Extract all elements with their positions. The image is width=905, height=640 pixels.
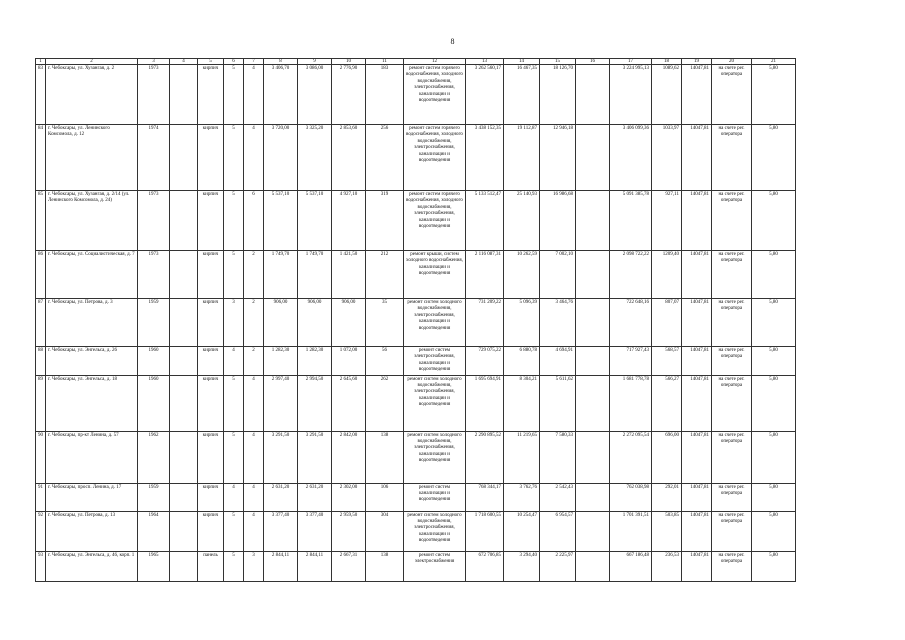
cost-limit-cell: 3 464,76 (540, 299, 576, 347)
floors-cell: 5 (224, 65, 244, 125)
work-types-cell: ремонт систем горячего водоснабжения, холодного водоснабжения, электроснабжения, канализации и водоотведения (404, 65, 466, 125)
column-17-cost-cell: 2 098 722,22 (610, 251, 652, 299)
entrances-cell: 2 (244, 347, 264, 376)
column-21-cell: 5,80 (752, 299, 796, 347)
column-number-17: 17 (610, 59, 652, 65)
address-cell: г. Чебоксары, ул. Энгельса, д. 46, корп. 1 (46, 551, 138, 581)
address-cell: г. Чебоксары, ул. Хузангая, д. 2/14 (ул. Ленинского Комсомола, д. 24) (46, 191, 138, 251)
row-number-cell: 83 (36, 65, 46, 125)
column-number-11: 11 (366, 59, 404, 65)
column-4-cell (170, 299, 198, 347)
row-number-cell: 86 (36, 251, 46, 299)
wall-material-cell: кирпич (198, 125, 224, 191)
funding-source-cell: на счете рег. оператора (712, 551, 752, 581)
floors-cell: 5 (224, 431, 244, 483)
table-container (35, 58, 795, 582)
column-number-8: 8 (264, 59, 298, 65)
column-number-13: 13 (466, 59, 504, 65)
residential-area-cell: 906,00 (332, 299, 366, 347)
entrances-cell: 4 (244, 511, 264, 551)
column-18-cell: 807,07 (652, 299, 682, 347)
table-row (36, 483, 796, 511)
residential-area-cell: 1 072,00 (332, 347, 366, 376)
residential-area-cell: 2 853,60 (332, 125, 366, 191)
residential-area-cell: 2 776,90 (332, 65, 366, 125)
column-number-9: 9 (298, 59, 332, 65)
table-row (36, 251, 796, 299)
work-types-cell: ремонт систем горячего водоснабжения, холодного водоснабжения, электроснабжения, канализации и водоотведения (404, 125, 466, 191)
row-number-cell: 89 (36, 375, 46, 431)
work-types-cell: ремонт систем электроснабжения, канализации и водоотведения (404, 347, 466, 376)
year-cell: 1974 (138, 125, 170, 191)
living-area-cell: 3 291,50 (298, 431, 332, 483)
funding-source-cell: на счете рег. оператора (712, 375, 752, 431)
column-4-cell (170, 511, 198, 551)
total-area-cell: 3 291,50 (264, 431, 298, 483)
column-number-16: 16 (576, 59, 610, 65)
cost-per-m2-cell: 3 762,76 (504, 483, 540, 511)
column-number-6: 6 (224, 59, 244, 65)
column-4-cell (170, 375, 198, 431)
column-21-cell: 5,80 (752, 191, 796, 251)
cost-limit-cell: 18 126,70 (540, 65, 576, 125)
column-21-cell: 5,80 (752, 347, 796, 376)
cost-per-m2-cell: 16 467,35 (504, 65, 540, 125)
wall-material-cell: кирпич (198, 299, 224, 347)
wall-material-cell: кирпич (198, 511, 224, 551)
residents-cell: 256 (366, 125, 404, 191)
wall-material-cell: кирпич (198, 65, 224, 125)
cost-per-m2-cell: 25 140,93 (504, 191, 540, 251)
floors-cell: 5 (224, 125, 244, 191)
column-19-cell: 14047,81 (682, 125, 712, 191)
cost-per-m2-cell: 3 294,40 (504, 551, 540, 581)
funding-source-cell: на счете рег. оператора (712, 65, 752, 125)
column-number-2: 2 (46, 59, 138, 65)
column-21-cell: 5,80 (752, 125, 796, 191)
entrances-cell: 6 (244, 191, 264, 251)
funding-source-cell: на счете рег. оператора (712, 299, 752, 347)
table-row (36, 551, 796, 581)
total-area-cell: 3 406,70 (264, 65, 298, 125)
total-area-cell: 906,00 (264, 299, 298, 347)
work-types-cell: ремонт систем холодного водоснабжения, электроснабжения, канализации и водоотведения (404, 375, 466, 431)
column-18-cell: 292,01 (652, 483, 682, 511)
column-16-cell (576, 431, 610, 483)
column-19-cell: 14047,81 (682, 191, 712, 251)
wall-material-cell: кирпич (198, 431, 224, 483)
column-17-cost-cell: 1 701 391,51 (610, 511, 652, 551)
column-number-15: 15 (540, 59, 576, 65)
column-number-10: 10 (332, 59, 366, 65)
residents-cell: 183 (366, 65, 404, 125)
residents-cell: 106 (366, 483, 404, 511)
column-number-4: 4 (170, 59, 198, 65)
work-types-cell: ремонт систем электроснабжения (404, 551, 466, 581)
column-21-cell: 5,80 (752, 65, 796, 125)
column-17-cost-cell: 667 186,48 (610, 551, 652, 581)
column-19-cell: 14047,81 (682, 511, 712, 551)
table-row (36, 191, 796, 251)
living-area-cell: 1 749,70 (298, 251, 332, 299)
floors-cell: 5 (224, 191, 244, 251)
wall-material-cell: кирпич (198, 251, 224, 299)
entrances-cell: 4 (244, 375, 264, 431)
column-17-cost-cell: 762 038,98 (610, 483, 652, 511)
column-4-cell (170, 125, 198, 191)
column-16-cell (576, 347, 610, 376)
living-area-cell: 5 537,10 (298, 191, 332, 251)
column-number-7: 7 (244, 59, 264, 65)
column-21-cell: 5,80 (752, 375, 796, 431)
table-row (36, 299, 796, 347)
total-cost-cell: 768 344,17 (466, 483, 504, 511)
floors-cell: 5 (224, 375, 244, 431)
total-cost-cell: 729 075,22 (466, 347, 504, 376)
wall-material-cell: кирпич (198, 375, 224, 431)
living-area-cell: 906,00 (298, 299, 332, 347)
column-19-cell: 14047,81 (682, 375, 712, 431)
row-number-cell: 91 (36, 483, 46, 511)
cost-limit-cell: 2 225,97 (540, 551, 576, 581)
residential-area-cell: 2 645,60 (332, 375, 366, 431)
entrances-cell: 2 (244, 251, 264, 299)
address-cell: г. Чебоксары, ул. Энгельса, д. 26 (46, 347, 138, 376)
row-number-cell: 92 (36, 511, 46, 551)
column-16-cell (576, 65, 610, 125)
total-area-cell: 3 377,40 (264, 511, 298, 551)
column-19-cell: 14047,81 (682, 347, 712, 376)
year-cell: 1962 (138, 431, 170, 483)
funding-source-cell: на счете рег. оператора (712, 511, 752, 551)
address-cell: г. Чебоксары, ул. Хузангая, д. 2 (46, 65, 138, 125)
column-4-cell (170, 483, 198, 511)
column-number-3: 3 (138, 59, 170, 65)
column-18-cell: 566,27 (652, 375, 682, 431)
cost-per-m2-cell: 11 219,65 (504, 431, 540, 483)
column-16-cell (576, 191, 610, 251)
funding-source-cell: на счете рег. оператора (712, 483, 752, 511)
residents-cell: 138 (366, 431, 404, 483)
total-cost-cell: 2 290 895,52 (466, 431, 504, 483)
residents-cell: 262 (366, 375, 404, 431)
residents-cell: 304 (366, 511, 404, 551)
cost-limit-cell: 12 946,18 (540, 125, 576, 191)
total-cost-cell: 5 133 512,47 (466, 191, 504, 251)
floors-cell: 4 (224, 347, 244, 376)
residents-cell: 56 (366, 347, 404, 376)
table-row (36, 125, 796, 191)
column-17-cost-cell: 5 091 385,78 (610, 191, 652, 251)
total-cost-cell: 3 262 560,17 (466, 65, 504, 125)
floors-cell: 3 (224, 299, 244, 347)
table-row (36, 375, 796, 431)
table-row (36, 347, 796, 376)
column-17-cost-cell: 1 681 778,78 (610, 375, 652, 431)
residential-area-cell: 2 959,50 (332, 511, 366, 551)
cost-per-m2-cell: 8 304,21 (504, 375, 540, 431)
year-cell: 1960 (138, 347, 170, 376)
year-cell: 1973 (138, 191, 170, 251)
total-cost-cell: 2 116 087,31 (466, 251, 504, 299)
column-16-cell (576, 551, 610, 581)
funding-source-cell: на счете рег. оператора (712, 125, 752, 191)
cost-limit-cell: 7 580,33 (540, 431, 576, 483)
column-16-cell (576, 511, 610, 551)
wall-material-cell: кирпич (198, 191, 224, 251)
floors-cell: 5 (224, 551, 244, 581)
column-number-19: 19 (682, 59, 712, 65)
living-area-cell: 1 282,30 (298, 347, 332, 376)
column-4-cell (170, 65, 198, 125)
column-19-cell: 14047,81 (682, 299, 712, 347)
column-19-cell: 14047,81 (682, 551, 712, 581)
total-cost-cell: 731 209,22 (466, 299, 504, 347)
floors-cell: 5 (224, 251, 244, 299)
column-18-cell: 1089,62 (652, 65, 682, 125)
total-cost-cell: 672 706,85 (466, 551, 504, 581)
entrances-cell: 3 (244, 551, 264, 581)
column-18-cell: 927,11 (652, 191, 682, 251)
address-cell: г. Чебоксары, ул. Ленинского Комсомола, д. 12 (46, 125, 138, 191)
entrances-cell: 4 (244, 65, 264, 125)
column-4-cell (170, 347, 198, 376)
column-4-cell (170, 251, 198, 299)
total-area-cell: 5 537,10 (264, 191, 298, 251)
living-area-cell: 2 631,20 (298, 483, 332, 511)
cost-limit-cell: 2 542,43 (540, 483, 576, 511)
column-19-cell: 14047,81 (682, 251, 712, 299)
living-area-cell: 3 086,00 (298, 65, 332, 125)
residents-cell: 212 (366, 251, 404, 299)
row-number-cell: 90 (36, 431, 46, 483)
column-16-cell (576, 251, 610, 299)
cost-limit-cell: 6 954,57 (540, 511, 576, 551)
residents-cell: 319 (366, 191, 404, 251)
funding-source-cell: на счете рег. оператора (712, 347, 752, 376)
address-cell: г. Чебоксары, ул. Энгельса, д. 18 (46, 375, 138, 431)
column-17-cost-cell: 2 272 095,54 (610, 431, 652, 483)
total-area-cell: 1 749,70 (264, 251, 298, 299)
living-area-cell: 2 994,50 (298, 375, 332, 431)
residential-area-cell: 1 421,50 (332, 251, 366, 299)
column-19-cell: 14047,81 (682, 483, 712, 511)
column-4-cell (170, 191, 198, 251)
column-16-cell (576, 299, 610, 347)
column-21-cell: 5,80 (752, 483, 796, 511)
residents-cell: 138 (366, 551, 404, 581)
total-cost-cell: 3 438 152,35 (466, 125, 504, 191)
column-18-cell: 1033,97 (652, 125, 682, 191)
column-19-cell: 14047,81 (682, 431, 712, 483)
column-number-1: 1 (36, 59, 46, 65)
row-number-cell: 84 (36, 125, 46, 191)
column-4-cell (170, 551, 198, 581)
address-cell: г. Чебоксары, ул. Петрова, д. 13 (46, 511, 138, 551)
column-17-cost-cell: 717 927,43 (610, 347, 652, 376)
column-16-cell (576, 125, 610, 191)
living-area-cell: 3 377,40 (298, 511, 332, 551)
column-number-5: 5 (198, 59, 224, 65)
column-number-18: 18 (652, 59, 682, 65)
year-cell: 1959 (138, 299, 170, 347)
column-number-21: 21 (752, 59, 796, 65)
address-cell: г. Чебоксары, ул. Петрова, д. 3 (46, 299, 138, 347)
column-18-cell: 503,85 (652, 511, 682, 551)
total-area-cell: 1 282,30 (264, 347, 298, 376)
table-body (36, 59, 796, 582)
cost-limit-cell: 7 002,10 (540, 251, 576, 299)
cost-per-m2-cell: 19 112,87 (504, 125, 540, 191)
residential-area-cell: 4 927,10 (332, 191, 366, 251)
year-cell: 1964 (138, 511, 170, 551)
year-cell: 1965 (138, 551, 170, 581)
work-types-cell: ремонт систем холодного водоснабжения, электроснабжения, канализации и водоотведения (404, 299, 466, 347)
funding-source-cell: на счете рег. оператора (712, 431, 752, 483)
row-number-cell: 88 (36, 347, 46, 376)
column-21-cell: 5,80 (752, 551, 796, 581)
column-number-14: 14 (504, 59, 540, 65)
table-row (36, 431, 796, 483)
work-types-cell: ремонт систем канализации и водоотведения (404, 483, 466, 511)
total-area-cell: 2 844,11 (264, 551, 298, 581)
total-area-cell: 2 997,40 (264, 375, 298, 431)
funding-source-cell: на счете рег. оператора (712, 251, 752, 299)
cost-limit-cell: 16 986,68 (540, 191, 576, 251)
cost-limit-cell: 5 611,62 (540, 375, 576, 431)
column-19-cell: 14047,81 (682, 65, 712, 125)
table-row (36, 511, 796, 551)
residents-cell: 35 (366, 299, 404, 347)
row-number-cell: 93 (36, 551, 46, 581)
year-cell: 1973 (138, 65, 170, 125)
entrances-cell: 4 (244, 125, 264, 191)
column-17-cost-cell: 722 648,16 (610, 299, 652, 347)
year-cell: 1960 (138, 375, 170, 431)
column-number-20: 20 (712, 59, 752, 65)
column-18-cell: 236,53 (652, 551, 682, 581)
column-18-cell: 696,00 (652, 431, 682, 483)
residential-area-cell: 2 302,00 (332, 483, 366, 511)
year-cell: 1959 (138, 483, 170, 511)
year-cell: 1973 (138, 251, 170, 299)
total-cost-cell: 1 695 694,91 (466, 375, 504, 431)
total-area-cell: 3 720,00 (264, 125, 298, 191)
work-types-cell: ремонт систем горячего водоснабжения, холодного водоснабжения, электроснабжения, канализации и водоотведения (404, 191, 466, 251)
column-18-cell: 1209,40 (652, 251, 682, 299)
page-number: 8 (450, 37, 455, 46)
wall-material-cell: панель (198, 551, 224, 581)
table-row (36, 65, 796, 125)
cost-limit-cell: 4 694,91 (540, 347, 576, 376)
total-cost-cell: 1 718 600,55 (466, 511, 504, 551)
column-21-cell: 5,80 (752, 511, 796, 551)
column-16-cell (576, 375, 610, 431)
work-types-cell: ремонт крыши, систем холодного водоснабжения, канализации и водоотведения (404, 251, 466, 299)
cost-per-m2-cell: 6 880,78 (504, 347, 540, 376)
floors-cell: 4 (224, 483, 244, 511)
column-number-12: 12 (404, 59, 466, 65)
column-17-cost-cell: 3 406 099,36 (610, 125, 652, 191)
living-area-cell: 3 325,20 (298, 125, 332, 191)
entrances-cell: 4 (244, 431, 264, 483)
work-types-cell: ремонт систем холодного водоснабжения, электроснабжения, канализации и водоотведения (404, 431, 466, 483)
column-21-cell: 5,80 (752, 251, 796, 299)
repair-program-table (35, 58, 796, 582)
address-cell: г. Чебоксары, пр-кт Ленина, д. 57 (46, 431, 138, 483)
floors-cell: 5 (224, 511, 244, 551)
funding-source-cell: на счете рег. оператора (712, 191, 752, 251)
residential-area-cell: 2 667,31 (332, 551, 366, 581)
row-number-cell: 85 (36, 191, 46, 251)
cost-per-m2-cell: 10 262,59 (504, 251, 540, 299)
residential-area-cell: 2 842,00 (332, 431, 366, 483)
cost-per-m2-cell: 10 254,47 (504, 511, 540, 551)
column-16-cell (576, 483, 610, 511)
address-cell: г. Чебоксары, ул. Социалистическая, д. 7 (46, 251, 138, 299)
column-21-cell: 5,80 (752, 431, 796, 483)
wall-material-cell: кирпич (198, 347, 224, 376)
entrances-cell: 4 (244, 483, 264, 511)
cost-per-m2-cell: 5 096,39 (504, 299, 540, 347)
column-18-cell: 568,57 (652, 347, 682, 376)
address-cell: г. Чебоксары, просп. Ленина, д. 17 (46, 483, 138, 511)
entrances-cell: 2 (244, 299, 264, 347)
wall-material-cell: кирпич (198, 483, 224, 511)
work-types-cell: ремонт систем холодного водоснабжения, электроснабжения, канализации и водоотведения (404, 511, 466, 551)
row-number-cell: 87 (36, 299, 46, 347)
column-17-cost-cell: 3 224 995,13 (610, 65, 652, 125)
living-area-cell: 2 844,11 (298, 551, 332, 581)
column-4-cell (170, 431, 198, 483)
total-area-cell: 2 631,20 (264, 483, 298, 511)
